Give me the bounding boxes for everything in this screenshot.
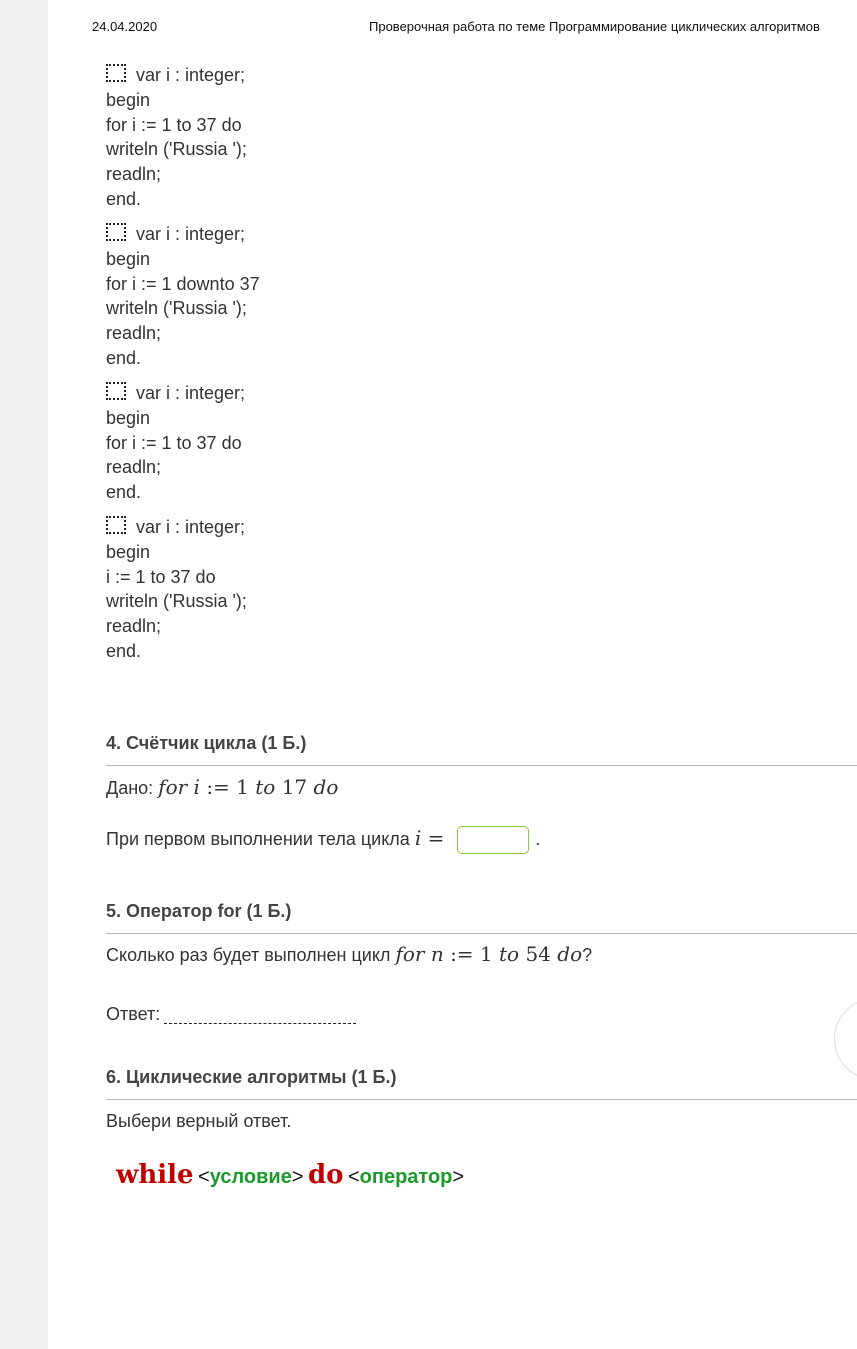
divider: [106, 765, 857, 766]
while-syntax-image: while <условие> do <оператор>: [116, 1160, 465, 1190]
checkbox[interactable]: [106, 64, 126, 82]
answer-field[interactable]: [164, 1011, 356, 1024]
checkbox[interactable]: [106, 382, 126, 400]
question-4-given: Дано: for i := 1 to 17 do: [106, 775, 339, 799]
checkbox[interactable]: [106, 516, 126, 534]
divider: [106, 1099, 857, 1100]
question-5-title: 5. Оператор for (1 Б.): [106, 901, 292, 921]
math-formula: for i := 1 to 17 do: [158, 775, 339, 799]
answer-input[interactable]: [457, 826, 529, 854]
math-formula: for n := 1 to 54 do: [395, 942, 583, 966]
answer-option-1[interactable]: var i : integer; begin for i := 1 to 37 do writeln ('Russia '); readln; end.: [106, 65, 247, 209]
answer-option-2[interactable]: var i : integer; begin for i := 1 downto 37 writeln ('Russia '); readln; end.: [106, 224, 260, 368]
question-5-answer: Ответ:: [106, 1004, 356, 1025]
question-6-instruction: Выбери верный ответ.: [106, 1111, 292, 1131]
question-4-title: 4. Счётчик цикла (1 Б.): [106, 733, 307, 753]
question-6-title: 6. Циклические алгоритмы (1 Б.): [106, 1067, 397, 1087]
answer-option-4[interactable]: var i : integer; begin i := 1 to 37 do writeln ('Russia '); readln; end.: [106, 517, 247, 661]
checkbox[interactable]: [106, 223, 126, 241]
answer-option-3[interactable]: var i : integer; begin for i := 1 to 37 do readln; end.: [106, 383, 246, 503]
question-5-text: Сколько раз будет выполнен цикл for n := 1 to 54 do?: [106, 942, 593, 966]
divider: [106, 933, 857, 934]
question-4-prompt: При первом выполнении тела цикла i = .: [106, 826, 540, 854]
header-title: Проверочная работа по теме Программирование циклических алгоритмов: [369, 19, 820, 34]
header-date: 24.04.2020: [92, 19, 158, 34]
